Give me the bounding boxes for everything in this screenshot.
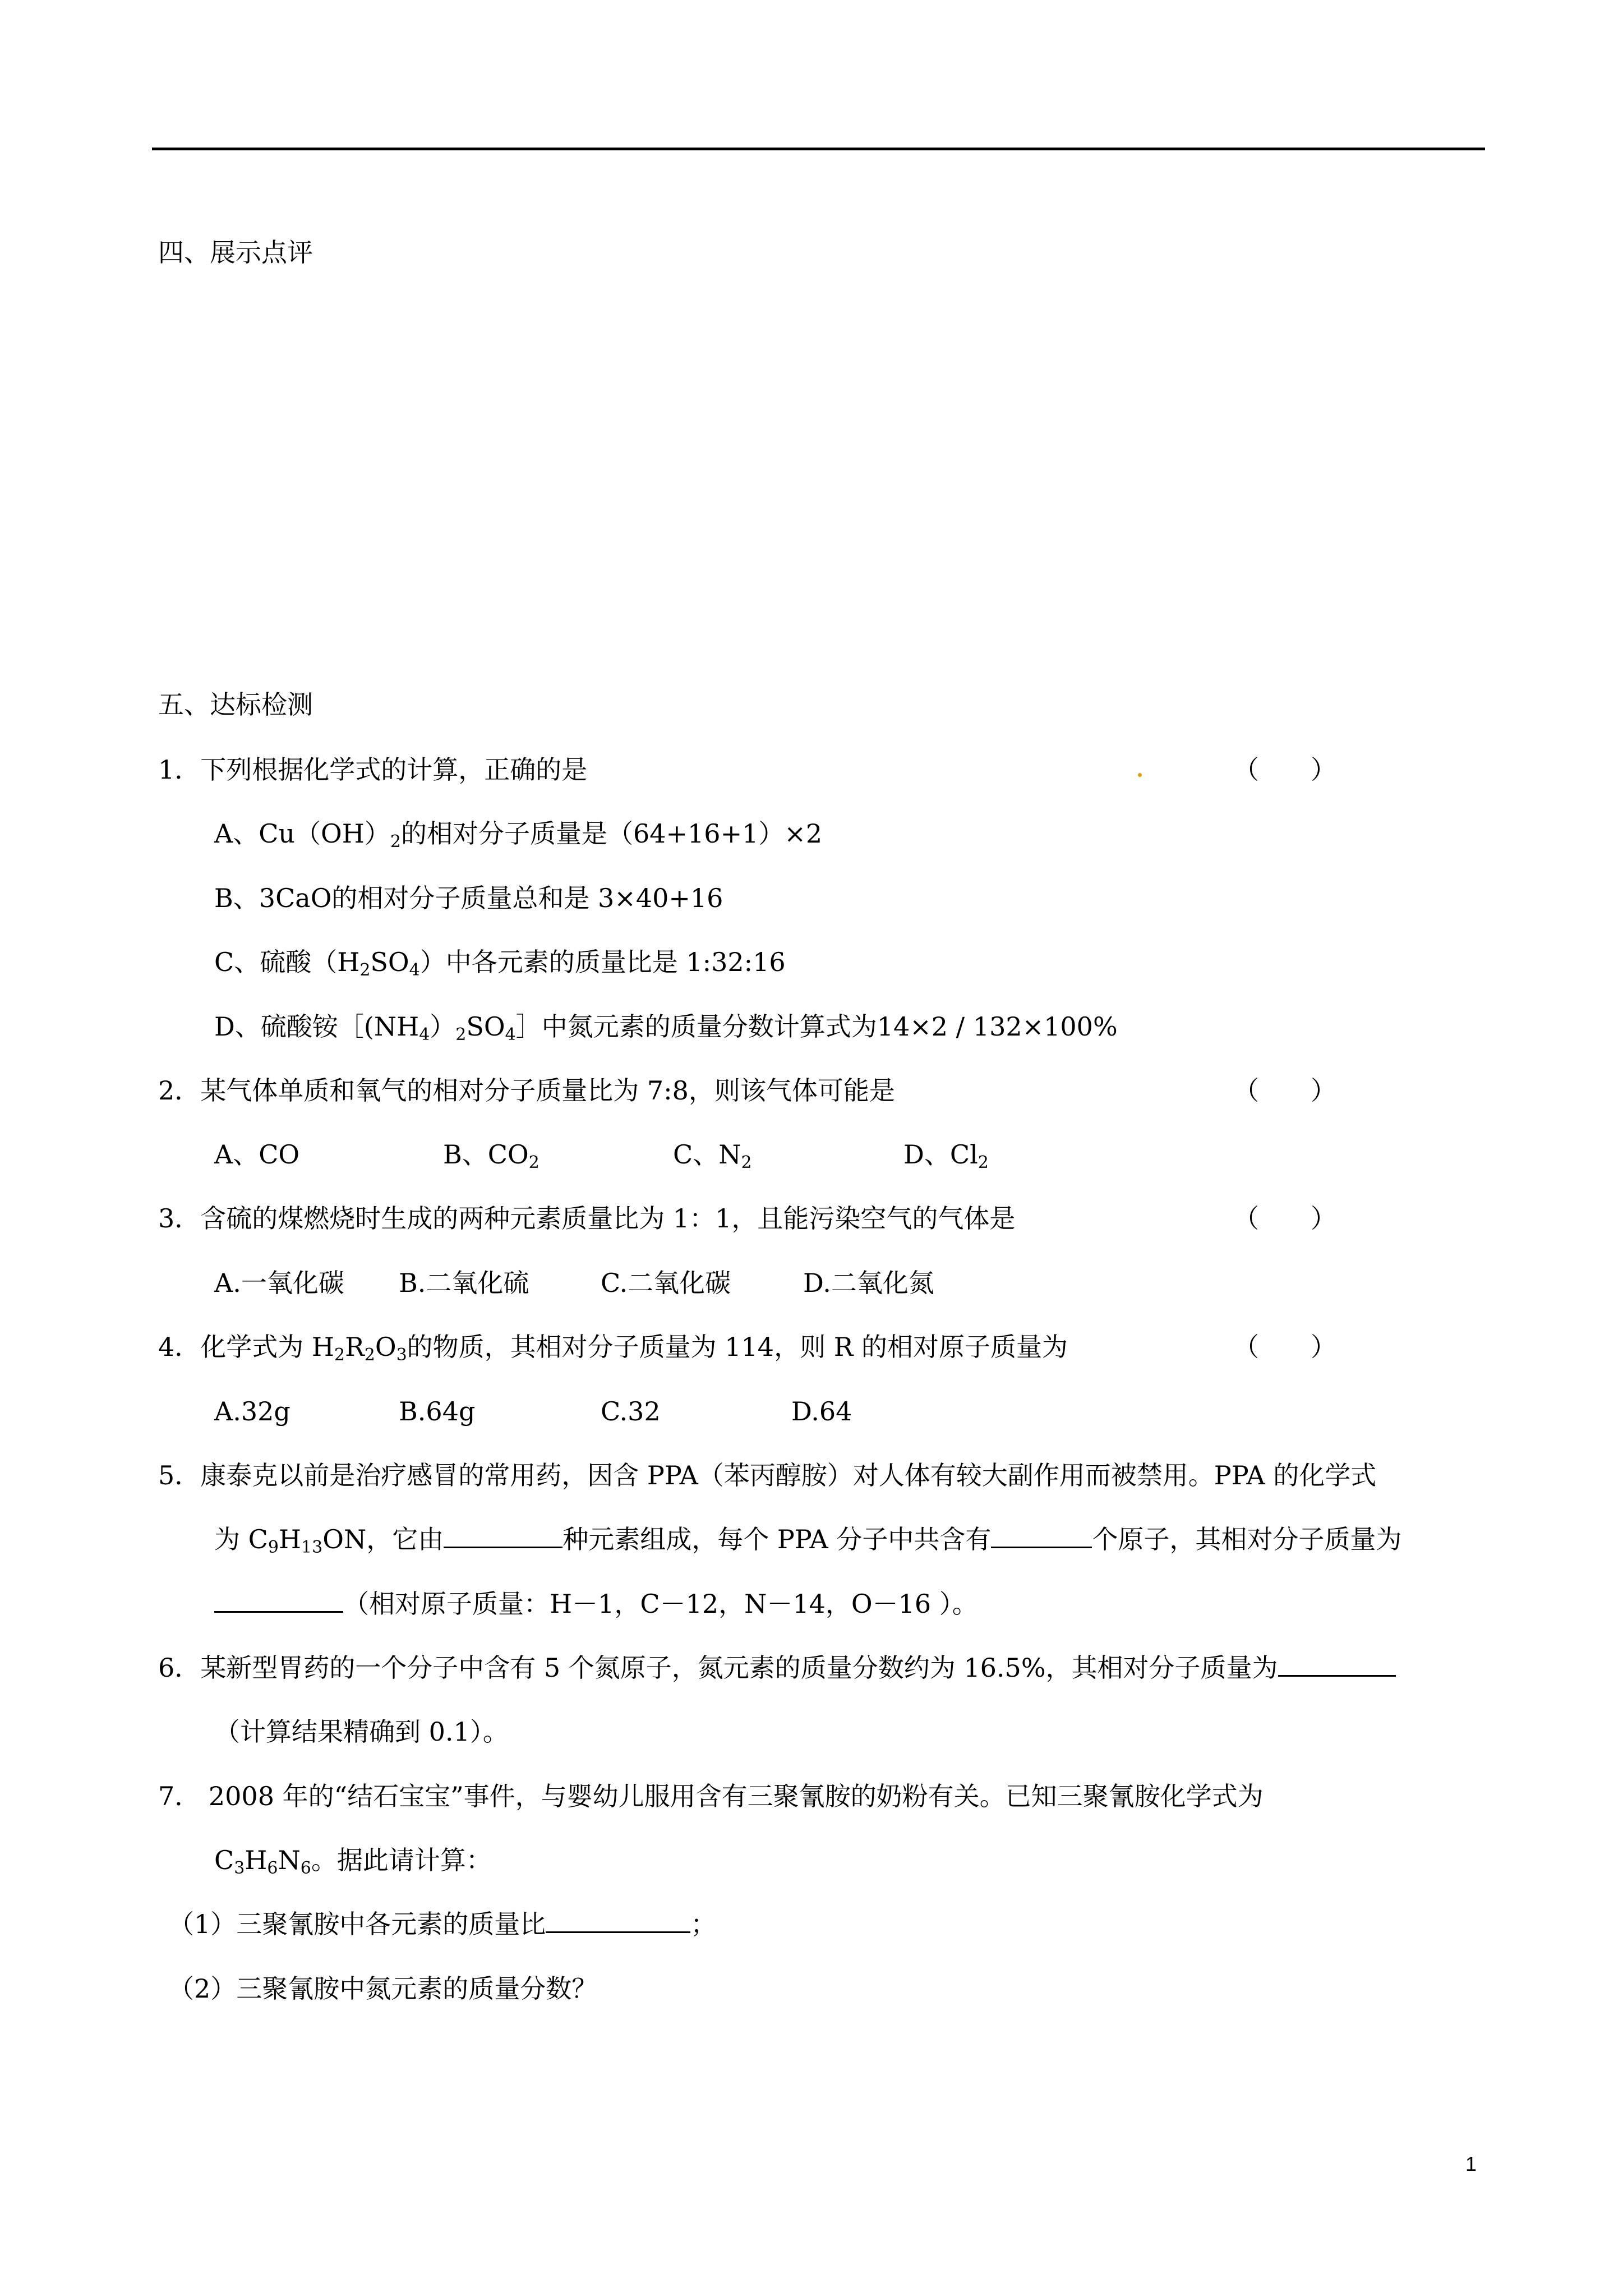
option-b: B.64g	[399, 1396, 476, 1427]
option-b: B、$CO_2$	[443, 1139, 540, 1172]
question-4-stem: 4．化学式为 $H_2R_2O_3$的物质，其相对分子质量为 114，则 R 的相对原子质量为	[158, 1332, 1068, 1365]
option-a: A.32g	[214, 1396, 291, 1427]
option-a: A、CO	[214, 1139, 300, 1170]
question-6-line-1: 6．某新型胃药的一个分子中含有 5 个氮原子，氮元素的质量分数约为 16.5%，其相对分子质量为	[158, 1651, 1396, 1685]
blank-molecular-mass[interactable]	[1278, 1653, 1396, 1677]
question-3-stem: 3．含硫的煤燃烧时生成的两种元素质量比为 1：1，且能污染空气的气体是	[158, 1203, 1016, 1234]
question-7-line-2: $C_3H_6N_6$。据此请计算：	[214, 1845, 492, 1878]
answer-paren: （ ）	[1233, 1075, 1336, 1106]
section-heading-test: 五、达标检测	[158, 689, 313, 720]
option-b: B.二氧化硫	[399, 1268, 529, 1298]
option-d: D.二氧化氮	[803, 1268, 934, 1298]
option-c: C、硫酸$(H_2SO_4)$中各元素的质量比是 1:32:16	[214, 947, 786, 980]
option-a: A.一氧化碳	[214, 1268, 344, 1298]
answer-paren: （ ）	[1233, 1332, 1336, 1362]
question-1-stem: 1．下列根据化学式的计算，正确的是	[158, 754, 588, 785]
question-2-stem: 2．某气体单质和氧气的相对分子质量比为 7:8，则该气体可能是	[158, 1075, 895, 1106]
blank-atom-count[interactable]	[991, 1524, 1092, 1548]
option-c: C.二氧化碳	[601, 1268, 731, 1298]
answer-paren: （ ）	[1233, 754, 1336, 785]
question-7-line-1: 7． 2008 年的“结石宝宝”事件，与婴幼儿服用含有三聚氰胺的奶粉有关。已知三聚氰胺化学式为	[158, 1781, 1264, 1811]
page-number: 1	[1465, 2152, 1477, 2175]
stray-dot	[1138, 773, 1142, 777]
question-5-line-1: 5．康泰克以前是治疗感冒的常用药，因含 PPA（苯丙醇胺）对人体有较大副作用而被禁用。PPA 的化学式	[158, 1460, 1377, 1490]
option-c: C.32	[601, 1396, 661, 1427]
option-b: B、3CaO的相对分子质量总和是 3×40+16	[214, 883, 723, 913]
question-5-line-2: 为 $C_9H_{13}ON$，它由 种元素组成，每个 PPA 分子中共含有 个原子，其相对分子质量为	[214, 1524, 1402, 1557]
blank-mass-ratio[interactable]	[546, 1909, 690, 1933]
question-5-line-3: （相对原子质量：H－1，C－12，N－14，O－16 ）。	[214, 1587, 978, 1621]
answer-paren: （ ）	[1233, 1203, 1336, 1234]
blank-element-count[interactable]	[444, 1524, 562, 1548]
option-d: D、$Cl_2$	[903, 1139, 989, 1172]
question-7-part-2: （2）三聚氰胺中氮元素的质量分数？	[168, 1973, 598, 2004]
header-rule	[152, 148, 1485, 150]
blank-molecular-mass[interactable]	[214, 1589, 343, 1613]
section-heading-display: 四、展示点评	[158, 237, 313, 268]
question-7-part-1: （1）三聚氰胺中各元素的质量比 ；	[168, 1909, 717, 1939]
option-c: C、$N_2$	[673, 1139, 752, 1172]
question-6-line-2: （计算结果精确到 0.1）。	[214, 1717, 509, 1747]
option-d: D.64	[791, 1396, 852, 1427]
option-d: D、硫酸铵$[(NH_4)_2SO_4]$中氮元素的质量分数计算式为14×2 / 132×100%	[214, 1011, 1118, 1045]
option-a: A、$Cu(OH)_2$的相对分子质量是（64+16+1）×2	[214, 818, 823, 852]
